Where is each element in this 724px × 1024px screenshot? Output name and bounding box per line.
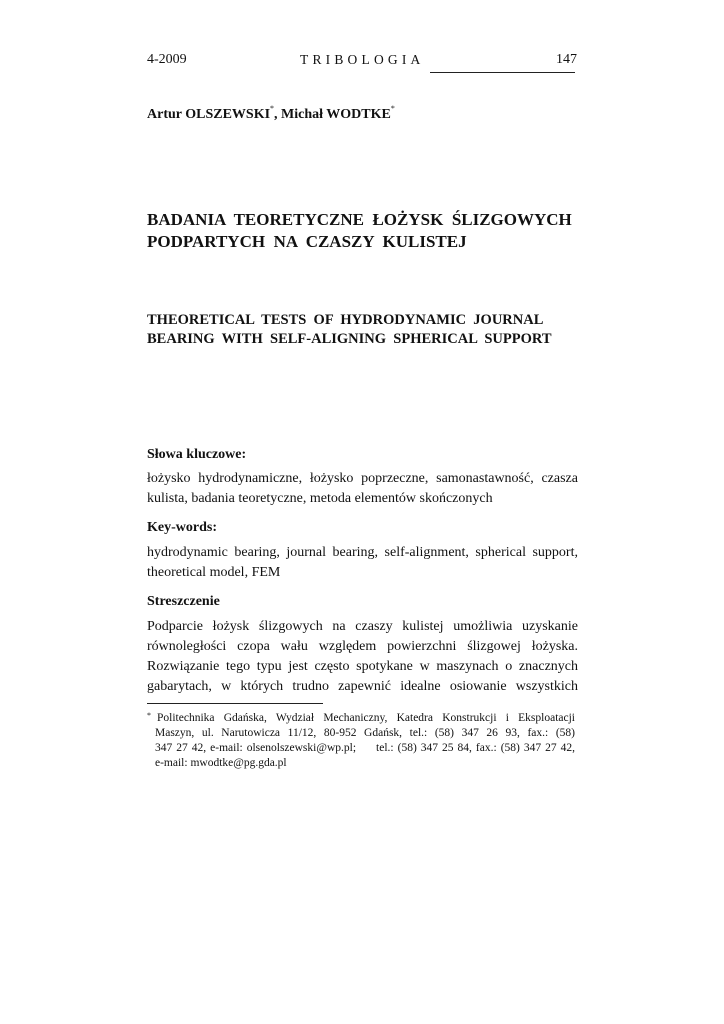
- keywords-english: [147, 543, 578, 583]
- keywords-english-line: hydrodynamic bearing, journal bearing, self-alignment, spherical support,: [147, 545, 578, 560]
- abstract-line: gabarytach, w których trudno zapewnić idealne osiowanie wszystkich: [147, 679, 578, 694]
- authors: [147, 104, 395, 123]
- keywords-polish-line: łożysko hydrodynamiczne, łożysko poprzeczne, samonastawność, czasza: [147, 471, 578, 486]
- title-english: [147, 311, 587, 349]
- abstract-line: Rozwiązanie tego typu jest często spotykane w maszynach o znacznych: [147, 659, 578, 674]
- author-2: Michał WODTKE: [281, 107, 391, 122]
- page-number: 147: [556, 52, 577, 67]
- keywords-polish: [147, 469, 578, 509]
- footnote-marker: *: [147, 711, 151, 720]
- journal-name: TRIBOLOGIA: [300, 52, 425, 67]
- footnote-rule: [147, 703, 323, 704]
- footnote-line: Maszyn, ul. Narutowicza 11/12, 80-952 Gdańsk, tel.: (58) 347 26 93, fax.: (58): [155, 727, 575, 739]
- issue-number: 4-2009: [147, 52, 187, 67]
- footnote-line: 347 27 42, e-mail: olsenolszewski@wp.pl; tel.: (58) 347 25 84, fax.: (58) 347 27 42,: [155, 742, 575, 754]
- author-separator: ,: [274, 107, 278, 122]
- header-rule: [430, 72, 575, 73]
- keywords-polish-line: kulista, badania teoretyczne, metoda elementów skończonych: [147, 491, 493, 506]
- title-english-line: BEARING WITH SELF-ALIGNING SPHERICAL SUPPORT: [147, 331, 552, 347]
- keywords-english-line: theoretical model, FEM: [147, 565, 281, 580]
- title-polish: [147, 209, 587, 253]
- keywords-english-heading: Key-words:: [147, 520, 217, 535]
- title-polish-line: PODPARTYCH NA CZASZY KULISTEJ: [147, 232, 467, 251]
- title-polish-line: BADANIA TEORETYCZNE ŁOŻYSK ŚLIZGOWYCH: [147, 210, 572, 229]
- abstract-line: równoległości czopa wału względem powierzchni ślizgowej łożyska.: [147, 639, 578, 654]
- footnote: [147, 711, 575, 771]
- abstract-heading: Streszczenie: [147, 594, 220, 609]
- abstract-line: Podparcie łożysk ślizgowych na czaszy kulistej umożliwia uzyskanie: [147, 619, 578, 634]
- author-1: Artur OLSZEWSKI: [147, 107, 271, 122]
- abstract-body: [147, 617, 578, 697]
- footnote-line: e-mail: mwodtke@pg.gda.pl: [155, 757, 287, 769]
- footnote-line: Politechnika Gdańska, Wydział Mechaniczny, Katedra Konstrukcji i Eksploatacji: [157, 712, 575, 724]
- author-1-footnote-mark: *: [270, 104, 275, 113]
- author-2-footnote-mark: *: [390, 104, 395, 113]
- title-english-line: THEORETICAL TESTS OF HYDRODYNAMIC JOURNAL: [147, 312, 544, 328]
- keywords-polish-heading: Słowa kluczowe:: [147, 447, 247, 462]
